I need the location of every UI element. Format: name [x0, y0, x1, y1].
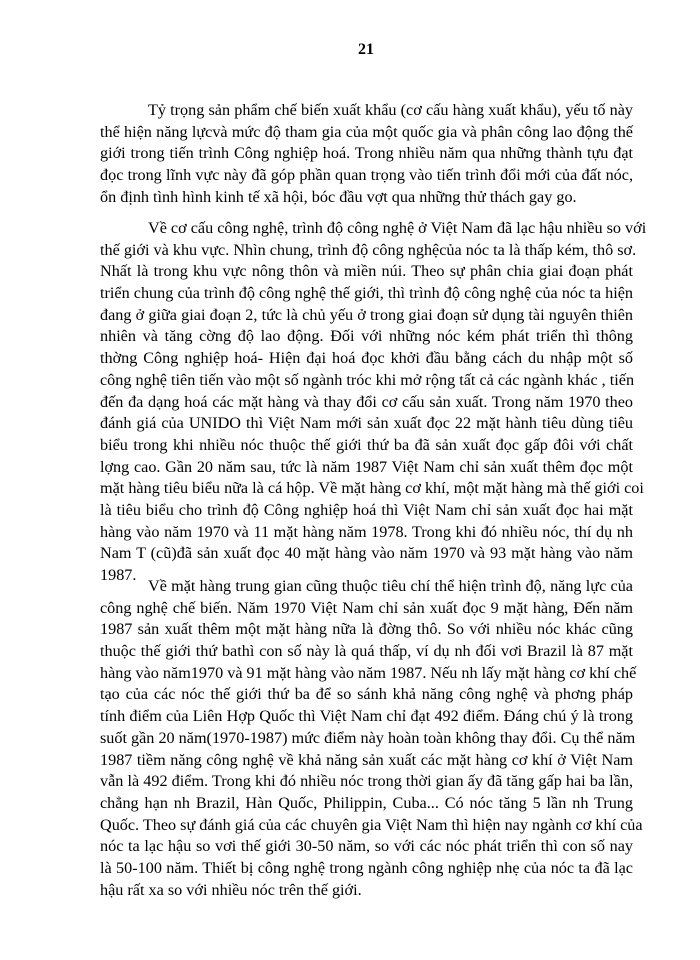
- paragraph-1: [100, 100, 633, 208]
- paragraph-3: [100, 576, 643, 901]
- text-line: Nam T (cũ)đã sản xuất đọc 40 mặt hàng vào năm 1970 và 93 mặt hàng vào năm: [100, 544, 633, 563]
- text-line: Về cơ cấu công nghệ, trình độ công nghệ ở Việt Nam đã lạc hậu nhiều so với: [148, 219, 647, 237]
- text-line: thế giới và khu vực. Nhìn chung, trình độ công nghệcủa nóc ta là thấp kém, thô sơ.: [100, 240, 637, 259]
- paragraph-2: [100, 218, 647, 587]
- text-line: nhiên và tăng cờng độ lao động. Đối với những nóc kém phát triển thì thông: [100, 327, 633, 346]
- text-line: đọc trong lĩnh vực này đã góp phần quan trọng vào tiến trình đổi mới của đất nóc,: [100, 166, 633, 185]
- text-line: biểu trong khi nhiều nóc thuộc thế giới thứ ba đã sản xuất đọc gấp đôi với chất: [100, 435, 633, 454]
- text-line: là 50-100 năm. Thiết bị công nghệ trong ngành công nghiệp nhẹ của nóc ta đã lạc: [100, 858, 633, 877]
- text-line: Tỷ trọng sản phẩm chế biến xuất khẩu (cơ cấu hàng xuất khẩu), yếu tố này: [148, 101, 633, 119]
- text-line: 1987.: [100, 566, 137, 584]
- text-line: thuộc thế giới thứ bathì con số này là quá thấp, ví dụ nh đối vơi Brazil là 87 mặt: [100, 642, 633, 661]
- text-line: tạo của các nóc thế giới thứ ba để so sánh khả năng công nghệ và phơng pháp: [100, 685, 633, 704]
- text-line: mặt hàng tiêu biểu nữa là cá hộp. Về mặt hàng cơ khí, một mặt hàng mà thế giới coi: [100, 479, 644, 498]
- text-line: là tiêu biểu cho trình độ Công nghiệp hoá thì Việt Nam chỉ sản xuất đọc hai mặt: [100, 500, 633, 519]
- text-line: vẫn là 492 điểm. Trong khi đó nhiều nóc trong thời gian ấy đã tăng gấp hai ba lần,: [100, 772, 633, 791]
- text-line: triển chung của trình độ công nghệ thế giới, thì trình độ công nghệ của nóc ta hiện: [100, 284, 633, 303]
- text-line: đến đa dạng hoá các mặt hàng và thay đổi cơ cấu sản xuất. Trong năm 1970 theo: [100, 392, 633, 411]
- text-line: 1987 sản xuất thêm một mặt hàng nữa là đờng thô. So với nhiều nóc khác cũng: [100, 620, 633, 639]
- text-line: hậu rất xa so với nhiều nóc trên thế giới.: [100, 880, 362, 899]
- text-line: Về mặt hàng trung gian cũng thuộc tiêu chí thể hiện trình độ, năng lực của: [148, 577, 633, 595]
- text-line: thờng Công nghiệp hoá- Hiện đại hoá đọc khởi đầu bằng cách du nhập một số: [100, 349, 633, 368]
- text-line: lợng cao. Gần 20 năm sau, tức là năm 1987 Việt Nam chỉ sản xuất thêm đọc một: [100, 457, 633, 476]
- text-line: hàng vào năm1970 và 91 mặt hàng vào năm 1987. Nếu nh lấy mặt hàng cơ khí chế: [100, 663, 637, 682]
- text-line: công nghệ tiên tiến vào một số ngành tróc khi mở rộng tất cả các ngành khác , tiến: [100, 370, 635, 389]
- text-line: hàng vào năm 1970 và 11 mặt hàng năm 1978. Trong khi đó nhiều nóc, thí dụ nh: [100, 522, 633, 541]
- text-line: chẳng hạn nh Brazil, Hàn Quốc, Philippin, Cuba... Có nóc tăng 5 lần nh Trung: [100, 793, 633, 812]
- text-line: đang ở giữa giai đoạn 2, tức là chủ yếu ở trong giai đoạn sử dụng tài nguyên thiên: [100, 305, 633, 324]
- text-line: Nhất là trong khu vực nông thôn và miền núi. Theo sự phân chia giai đoạn phát: [100, 262, 633, 281]
- page-number: 21: [358, 41, 374, 58]
- text-line: ổn định tình hình kinh tế xã hội, bóc đầu vợt qua những thử thách gay go.: [100, 187, 577, 206]
- text-line: nóc ta lạc hậu so vơi thế giới 30-50 năm, so với các nóc phát triển thì con số nay: [100, 837, 633, 856]
- text-line: giới trong tiến trình Công nghiệp hoá. Trong nhiều năm qua những thành tựu đạt: [100, 144, 633, 163]
- text-line: thể hiện năng lựcvà mức độ tham gia của một quốc gia và phân công lao động thế: [100, 122, 633, 141]
- text-line: đánh giá của UNIDO thì Việt Nam mới sản xuất đọc 22 mặt hành tiêu dùng tiêu: [100, 414, 633, 433]
- text-line: tính điểm của Liên Hợp Quốc thì Việt Nam chỉ đạt 492 điểm. Đáng chú ý là trong: [100, 707, 633, 726]
- text-line: suốt gần 20 năm(1970-1987) mức điểm này hoàn toàn không thay đổi. Cụ thể năm: [100, 728, 636, 747]
- text-line: công nghệ chế biến. Năm 1970 Việt Nam chỉ sản xuất đọc 9 mặt hàng, Đến năm: [100, 598, 633, 617]
- text-line: 1987 tiềm năng công nghệ về khả năng sản xuất các mặt hàng cơ khí ở Việt Nam: [100, 750, 633, 769]
- text-line: Quốc. Theo sự đánh giá của các chuyên gia Việt Nam thì hiện nay ngành cơ khí của: [100, 815, 643, 834]
